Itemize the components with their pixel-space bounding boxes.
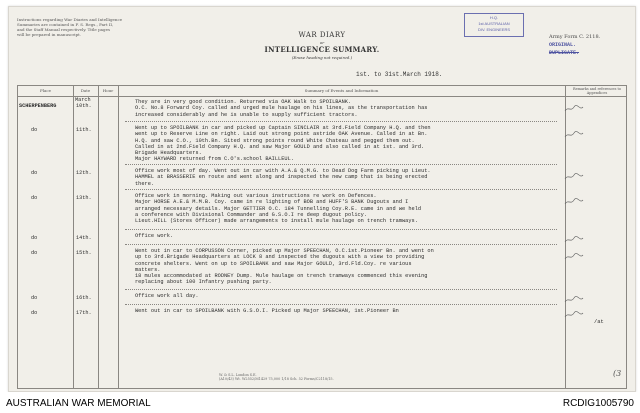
entry-line: a conference with Divisional Commander and G.S.O.I re deep dugout policy. (135, 211, 368, 218)
stamp-line: DIV. ENGINEERS (477, 27, 511, 32)
page-number: (3 (613, 369, 622, 378)
subtitle: (Erase heading not required.) (291, 55, 353, 60)
entry-line: up to 3rd.Brigade Headquarters at LOCK 8 and inspected the dugouts with a view to providing (135, 254, 425, 261)
diary-entry (135, 233, 173, 239)
place-cell: do (31, 310, 38, 316)
footer-institution: AUSTRALIAN WAR MEMORIAL (6, 398, 151, 409)
duplicate-label: DUPLICATE. (549, 50, 580, 56)
col-header-hour: Hour (102, 88, 114, 93)
continuation-mark: /at (594, 319, 604, 325)
entry-line: 18 mules accommodated at RODNEY Dump. Mule haulage on trench tramways commenced this evening (135, 273, 428, 280)
entry-line: Brigade Headquarters. (135, 150, 202, 157)
footer-reference: RCDIG1005790 (562, 398, 634, 409)
initials-mark (564, 253, 584, 261)
entry-line: increased considerably and he is unable to supply sufficient tractors. (135, 111, 358, 118)
diary-entry (135, 193, 421, 224)
place-cell: do (31, 295, 38, 301)
stamp-line: H.Q. (489, 15, 499, 20)
army-form-block (549, 33, 633, 57)
entry-separator (125, 229, 557, 230)
month-cell: March (75, 97, 91, 103)
entry-line: H.Q. and saw C.O., 10th.Bn. Sited strong points round White Chateau and pegged them out. (135, 137, 415, 144)
imprint-line: (A10/43) Wt. W2552/M1429 75,000 1/18 Sch. 52 Forms/C2118/15. (219, 377, 334, 382)
entry-separator (125, 289, 557, 290)
entry-line: there. (135, 180, 155, 187)
entry-line: Major HORSE A.E.& M.M.B. Coy. came in re lighting of BOB and HUFF'S BANK Dugouts and I (135, 199, 409, 206)
date-cell: 12th. (76, 170, 92, 176)
entry-line: Went out in car to CORPUSSON Corner, picked up Major SPEECHAN, O.C.1st.Pioneer Bn. and went on (135, 248, 434, 254)
diary-entry (135, 293, 199, 299)
col-header-place: Place (40, 88, 51, 93)
initials-mark (564, 105, 584, 113)
entry-line: Lieut.HILL (Stores Officer) made arrangements to install mule haulage on trench tramways. (135, 218, 418, 225)
place-cell: do (31, 250, 38, 256)
diary-entry (135, 99, 427, 118)
col-header-date: Date (80, 88, 91, 93)
printer-imprint (219, 373, 334, 381)
date-cell: 13th. (76, 195, 92, 201)
entry-line: Went out in car to SPOILBANK with G.S.O.I. Picked up Major SPEECHAN, 1st.Pioneer Bn (135, 308, 399, 314)
original-label: ORIGINAL. (549, 42, 577, 48)
place-cell: do (31, 235, 38, 241)
entry-line: matters. (135, 266, 161, 273)
entry-separator (125, 121, 557, 122)
army-form-number: Army Form C. 2118. (549, 34, 601, 40)
entry-separator (125, 164, 557, 165)
title-intelligence-summary: INTELLIGENCE SUMMARY. (264, 45, 380, 54)
diary-entry (135, 308, 399, 314)
diary-entry (135, 248, 434, 286)
instruction-line: Summaries are contained in F. S. Regs., Part II, (17, 22, 114, 27)
entry-line: replacing about 100 Infantry pushing party. (135, 279, 272, 286)
diary-period: 1st. to 31st.March 1918. (356, 71, 443, 78)
date-cell: 15th. (76, 250, 92, 256)
war-diary-page (8, 6, 636, 392)
instruction-line: and the Staff Manual respectively. Title pages (17, 27, 110, 32)
initials-mark (564, 296, 584, 304)
entry-line: Office work most of day. Went out in car with A.A.& Q.M.G. to Dead Dog Farm picking up Lieut. (135, 168, 431, 174)
place-cell: do (31, 195, 38, 201)
archive-footer (0, 392, 640, 413)
initials-mark (564, 131, 584, 139)
unit-stamp (464, 13, 524, 37)
place-cell: SCHERPENBERG (19, 103, 57, 109)
place-cell: do (31, 170, 38, 176)
entry-line: arranged necessary details. Major GETTIER O.C. 184 Tunnelling Coy.R.E. came in and we held (135, 205, 422, 212)
place-cell: do (31, 127, 38, 133)
header-divider (18, 96, 626, 97)
entry-separator (125, 189, 557, 190)
entry-separator (125, 244, 557, 245)
date-cell: 16th. (76, 295, 92, 301)
entry-line: concrete shelters. Went on up to SPOILBANK and saw Major GOULD, 3rd.Fld.Coy. re various (135, 260, 412, 267)
entry-line: Major HAYWARD returned from C.O's.school BAILLEUL. (135, 156, 294, 163)
title-or: or (319, 40, 325, 45)
entry-line: Office work in morning. Making out various instructions re work on Defences. (135, 193, 377, 199)
date-cell: 11th. (76, 127, 92, 133)
initials-mark (564, 311, 584, 319)
column-divider (98, 86, 99, 388)
diary-entry (135, 168, 431, 187)
entry-line: Office work. (135, 233, 174, 239)
initials-mark (564, 198, 584, 206)
stamp-line: 1st AUSTRALIAN (478, 21, 510, 26)
column-divider (73, 86, 74, 388)
imprint-line: W. & S.L. London S.E. (219, 373, 257, 377)
diary-entry (135, 125, 431, 163)
entry-line: HAMMEL at BRASSERIE en route and went along and inspected the new camp that is being erected (135, 174, 428, 181)
date-cell: 10th. (76, 103, 92, 109)
entry-line: Went up to SPOILBANK in car and picked up Captain SINCLAIR at 3rd.Field Company H.Q. and then (135, 125, 431, 131)
column-divider (118, 86, 119, 388)
col-header-summary: Summary of Events and Information (304, 88, 379, 93)
col-header-remarks: Remarks and references to Appendices (572, 87, 622, 95)
instruction-line: will be prepared in manuscript. (17, 32, 82, 37)
entry-line: They are in very good condition. Returned via OAK Walk to SPOILBANK. (135, 99, 352, 105)
initials-mark (564, 236, 584, 244)
initials-mark (564, 173, 584, 181)
title-war-diary: WAR DIARY (298, 31, 346, 39)
entry-separator (125, 304, 557, 305)
entry-line: Office work all day. (135, 293, 199, 299)
entry-line: O.C. No.8 Forward Coy. called and urged mule haulage on his lines, as the transportation has (135, 105, 428, 112)
entry-line: Called in at 2nd.Field Company H.Q. and saw Major GOULD and also called in at 1st. and 3rd. (135, 143, 425, 150)
date-cell: 17th. (76, 310, 92, 316)
date-cell: 14th. (76, 235, 92, 241)
entry-line: went up to Reserve Line on right. Laid out strong point astride OAK Avenue. Called in at Bn. (135, 131, 428, 138)
instruction-line: Instructions regarding War Diaries and Intelligence (17, 17, 123, 22)
